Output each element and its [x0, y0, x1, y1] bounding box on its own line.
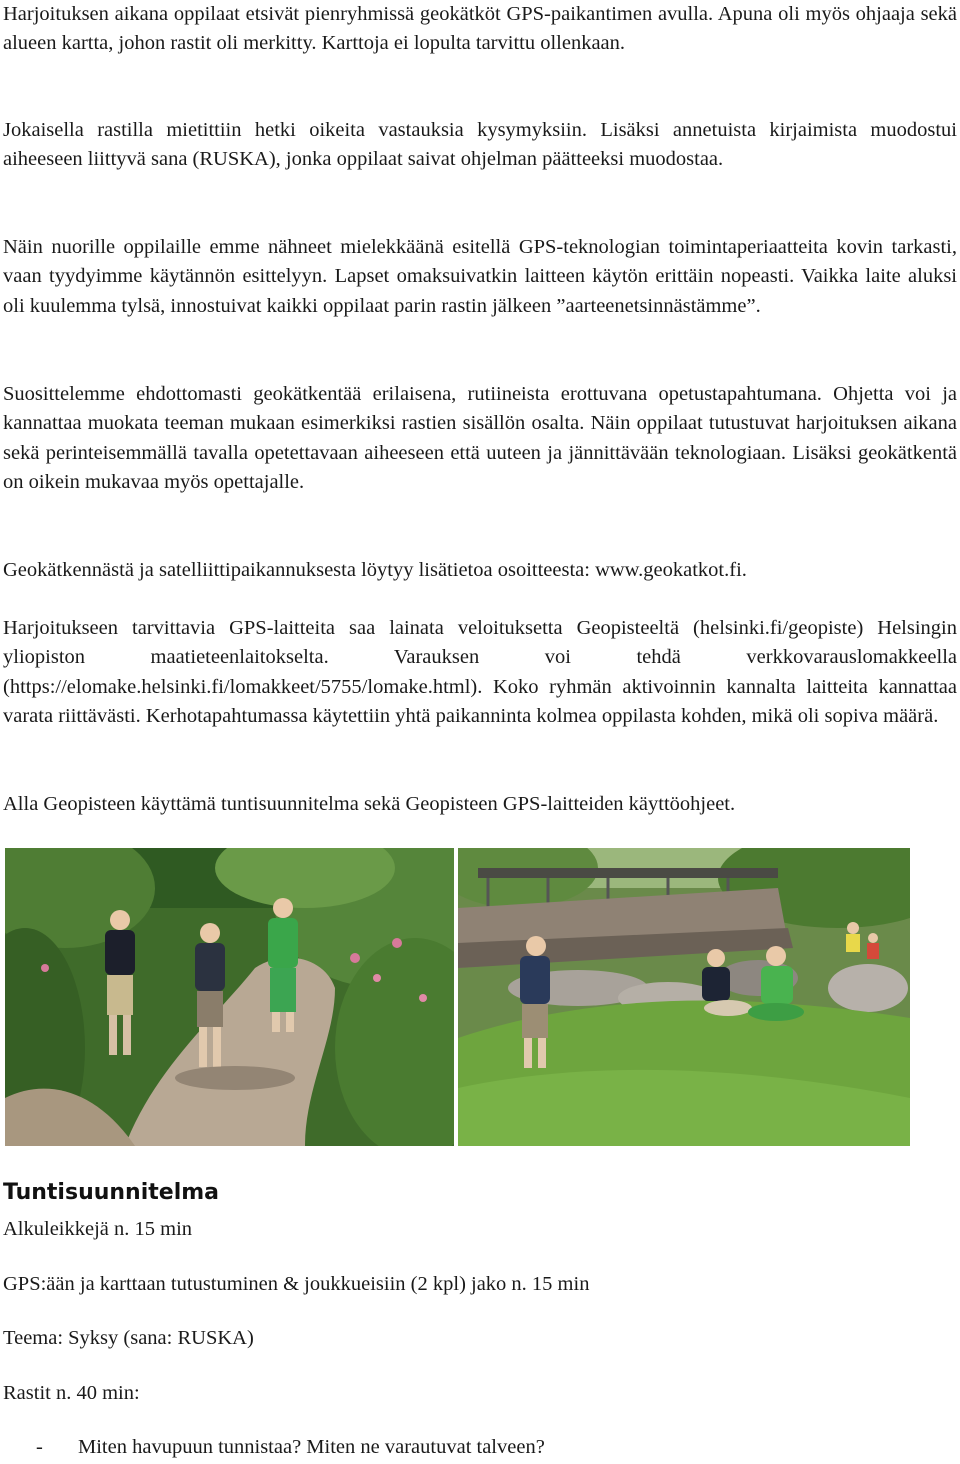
photo-children-walking-path: [5, 848, 454, 1146]
photo-children-by-bridge: [458, 848, 910, 1146]
lesson-plan-heading: Tuntisuunnitelma: [3, 1180, 220, 1205]
lesson-plan-item: Alkuleikkejä n. 15 min: [3, 1218, 193, 1240]
bullet-marker: -: [36, 1436, 43, 1458]
paragraph-recommendation: Suosittelemme ehdottomasti geokätkentää erilaisena, rutiineista erottuvana opetustapahtumana. Ohjetta voi ja kannattaa muokata teeman mukaan esimerkiksi rastien sisällön osalta. Näin oppilaat tutustuvat harjoituksen aikana sekä perinteisemmällä tavalla opetettavaan aiheeseen että uuteen ja jännittävään teknologiaan. Lisäksi geokätkentä on oikein mukavaa myös opettajalle.: [3, 383, 957, 493]
paragraph-checkpoints: Jokaisella rastilla mietittiin hetki oikeita vastauksia kysymyksiin. Lisäksi annetuista kirjaimista muodostui aiheeseen liittyvä sana (RUSKA), jonka oppilaat saivat ohjelman päätteeksi muodostaa.: [3, 119, 957, 171]
paragraph-exercise: Harjoituksen aikana oppilaat etsivät pienryhmissä geokätköt GPS-paikantimen avulla. Apuna oli myös ohjaaja sekä alueen kartta, johon rastit oli merkitty. Karttoja ei lopulta tarvittu ollenkaan.: [3, 3, 957, 55]
photo-right-illustration: [458, 848, 910, 1146]
paragraph-borrow-devices: Harjoitukseen tarvittavia GPS-laitteita saa lainata veloituksetta Geopisteeltä (helsinki.fi/geopiste) Helsingin yliopiston maatieteenlaitokselta. Varauksen voi tehdä verkkovarauslomakkeella (https://elomake.helsinki.fi/lomakkeet/5755/lomake.html). Koko ryhmän aktivoinnin kannalta laitteita kannattaa varata riittävästi. Kerhotapahtumassa käytettiin yhtä paikanninta kolmea oppilasta kohden, mikä oli sopiva määrä.: [3, 617, 957, 727]
lesson-plan-item: GPS:ään ja karttaan tutustuminen & joukkueisiin (2 kpl) jako n. 15 min: [3, 1273, 590, 1295]
lesson-plan-item: Teema: Syksy (sana: RUSKA): [3, 1327, 254, 1349]
paragraph-more-info: Geokätkennästä ja satelliittipaikannuksesta löytyy lisätietoa osoitteesta: www.geokatkot.fi.: [3, 559, 747, 581]
photo-left-illustration: [5, 848, 454, 1146]
bullet-text: Miten havupuun tunnistaa? Miten ne varautuvat talveen?: [78, 1436, 545, 1458]
paragraph-young-pupils: Näin nuorille oppilaille emme nähneet mielekkäänä esitellä GPS-teknologian toimintaperiaatteita kovin tarkasti, vaan tyydyimme käytännön esittelyyn. Lapset omaksuivatkin laitteen käytön erittäin nopeasti. Vaikka laite aluksi oli kuulemma tylsä, innostuivat kaikki oppilaat parin rastin jälkeen ”aarteenetsinnästämme”.: [3, 236, 957, 317]
lesson-plan-item: Rastit n. 40 min:: [3, 1382, 140, 1404]
paragraph-below-plan: Alla Geopisteen käyttämä tuntisuunnitelma sekä Geopisteen GPS-laitteiden käyttöohjeet.: [3, 793, 736, 815]
